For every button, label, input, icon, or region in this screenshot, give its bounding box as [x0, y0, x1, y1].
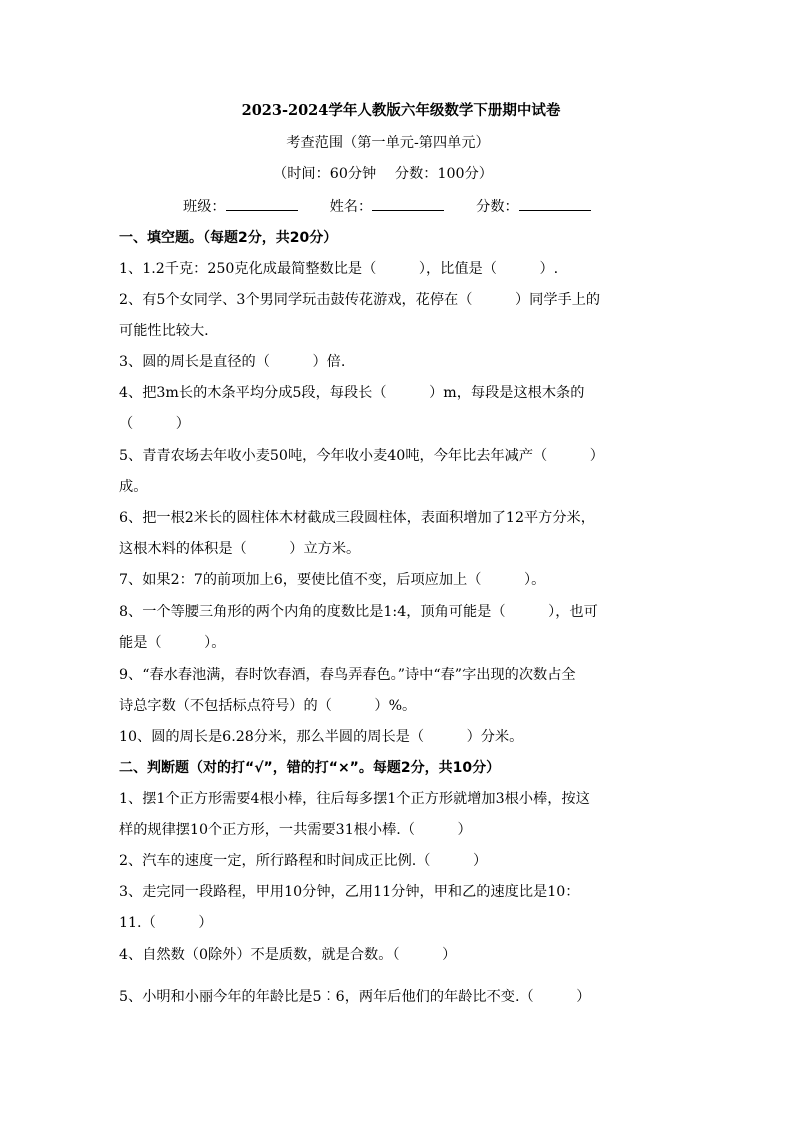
- name-label: 姓名：: [329, 199, 373, 215]
- q2-5: 5、小明和小丽今年的年龄比是5︰6，两年后他们的年龄比不变.（ ）: [119, 989, 591, 1005]
- q1-5: 5、青青农场去年收小麦50吨，今年收小麦40吨，今年比去年减产（ ）: [119, 448, 604, 464]
- exam-time-score: （时间：60分钟 分数：100分）: [273, 166, 493, 182]
- q2-3-cont: 11.（ ）: [119, 915, 213, 931]
- exam-scope: 考查范围（第一单元-第四单元）: [286, 135, 490, 151]
- q2-3: 3、走完同一段路程，甲用10分钟，乙用11分钟，甲和乙的速度比是10：: [119, 884, 580, 900]
- q1-6: 6、把一根2米长的圆柱体木材截成三段圆柱体，表面积增加了12平方分米，: [119, 510, 595, 526]
- name-blank[interactable]: [372, 196, 444, 211]
- q1-4-cont: （ ）: [119, 416, 190, 432]
- q1-5-cont: 成。: [119, 479, 148, 495]
- q1-8-cont: 能是（ ）。: [119, 635, 226, 651]
- score-label: 分数：: [476, 199, 519, 215]
- score-blank[interactable]: [519, 196, 591, 211]
- q1-8: 8、一个等腰三角形的两个内角的度数比是1:4，顶角可能是（ ），也可: [119, 604, 598, 620]
- section-2-title: 二、判断题（对的打“√”，错的打“×”。每题2分，共10分）: [119, 760, 501, 776]
- q2-1-cont: 样的规律摆10个正方形，一共需要31根小棒.（ ）: [119, 822, 472, 838]
- q2-2: 2、汽车的速度一定，所行路程和时间成正比例.（ ）: [119, 853, 488, 869]
- q2-1: 1、摆1个正方形需要4根小棒，往后每多摆1个正方形就增加3根小棒，按这: [119, 791, 590, 807]
- q1-6-cont: 这根木料的体积是（ ）立方米。: [119, 541, 361, 557]
- q1-7: 7、如果2：7的前项加上6，要使比值不变，后项应加上（ ）。: [119, 572, 546, 588]
- q1-4: 4、把3m长的木条平均分成5段，每段长（ ）m，每段是这根木条的: [119, 385, 585, 401]
- q2-4: 4、自然数（0除外）不是质数，就是合数。（ ）: [119, 947, 457, 963]
- q1-2-cont: 可能性比较大.: [119, 323, 209, 339]
- section-1-title: 一、填空题。（每题2分，共20分）: [119, 230, 338, 246]
- class-label: 班级：: [183, 199, 226, 215]
- student-info-row: [183, 196, 591, 217]
- q1-9: 9、“春水春池满，春时饮春酒，春鸟弄春色。”诗中“春”字出现的次数占全: [119, 667, 576, 683]
- q1-10: 10、圆的周长是6.28分米，那么半圆的周长是（ ）分米。: [119, 729, 524, 745]
- q1-2: 2、有5个女同学、3个男同学玩击鼓传花游戏，花停在（ ）同学手上的: [119, 292, 601, 308]
- q1-9-cont: 诗总字数（不包括标点符号）的（ ）%。: [119, 698, 417, 714]
- exam-title: 2023-2024学年人教版六年级数学下册期中试卷: [241, 102, 561, 119]
- q1-1: 1、1.2千克：250克化成最简整数比是（ ），比值是（ ）.: [119, 261, 559, 277]
- class-blank[interactable]: [226, 196, 298, 211]
- q1-3: 3、圆的周长是直径的（ ）倍.: [119, 354, 346, 370]
